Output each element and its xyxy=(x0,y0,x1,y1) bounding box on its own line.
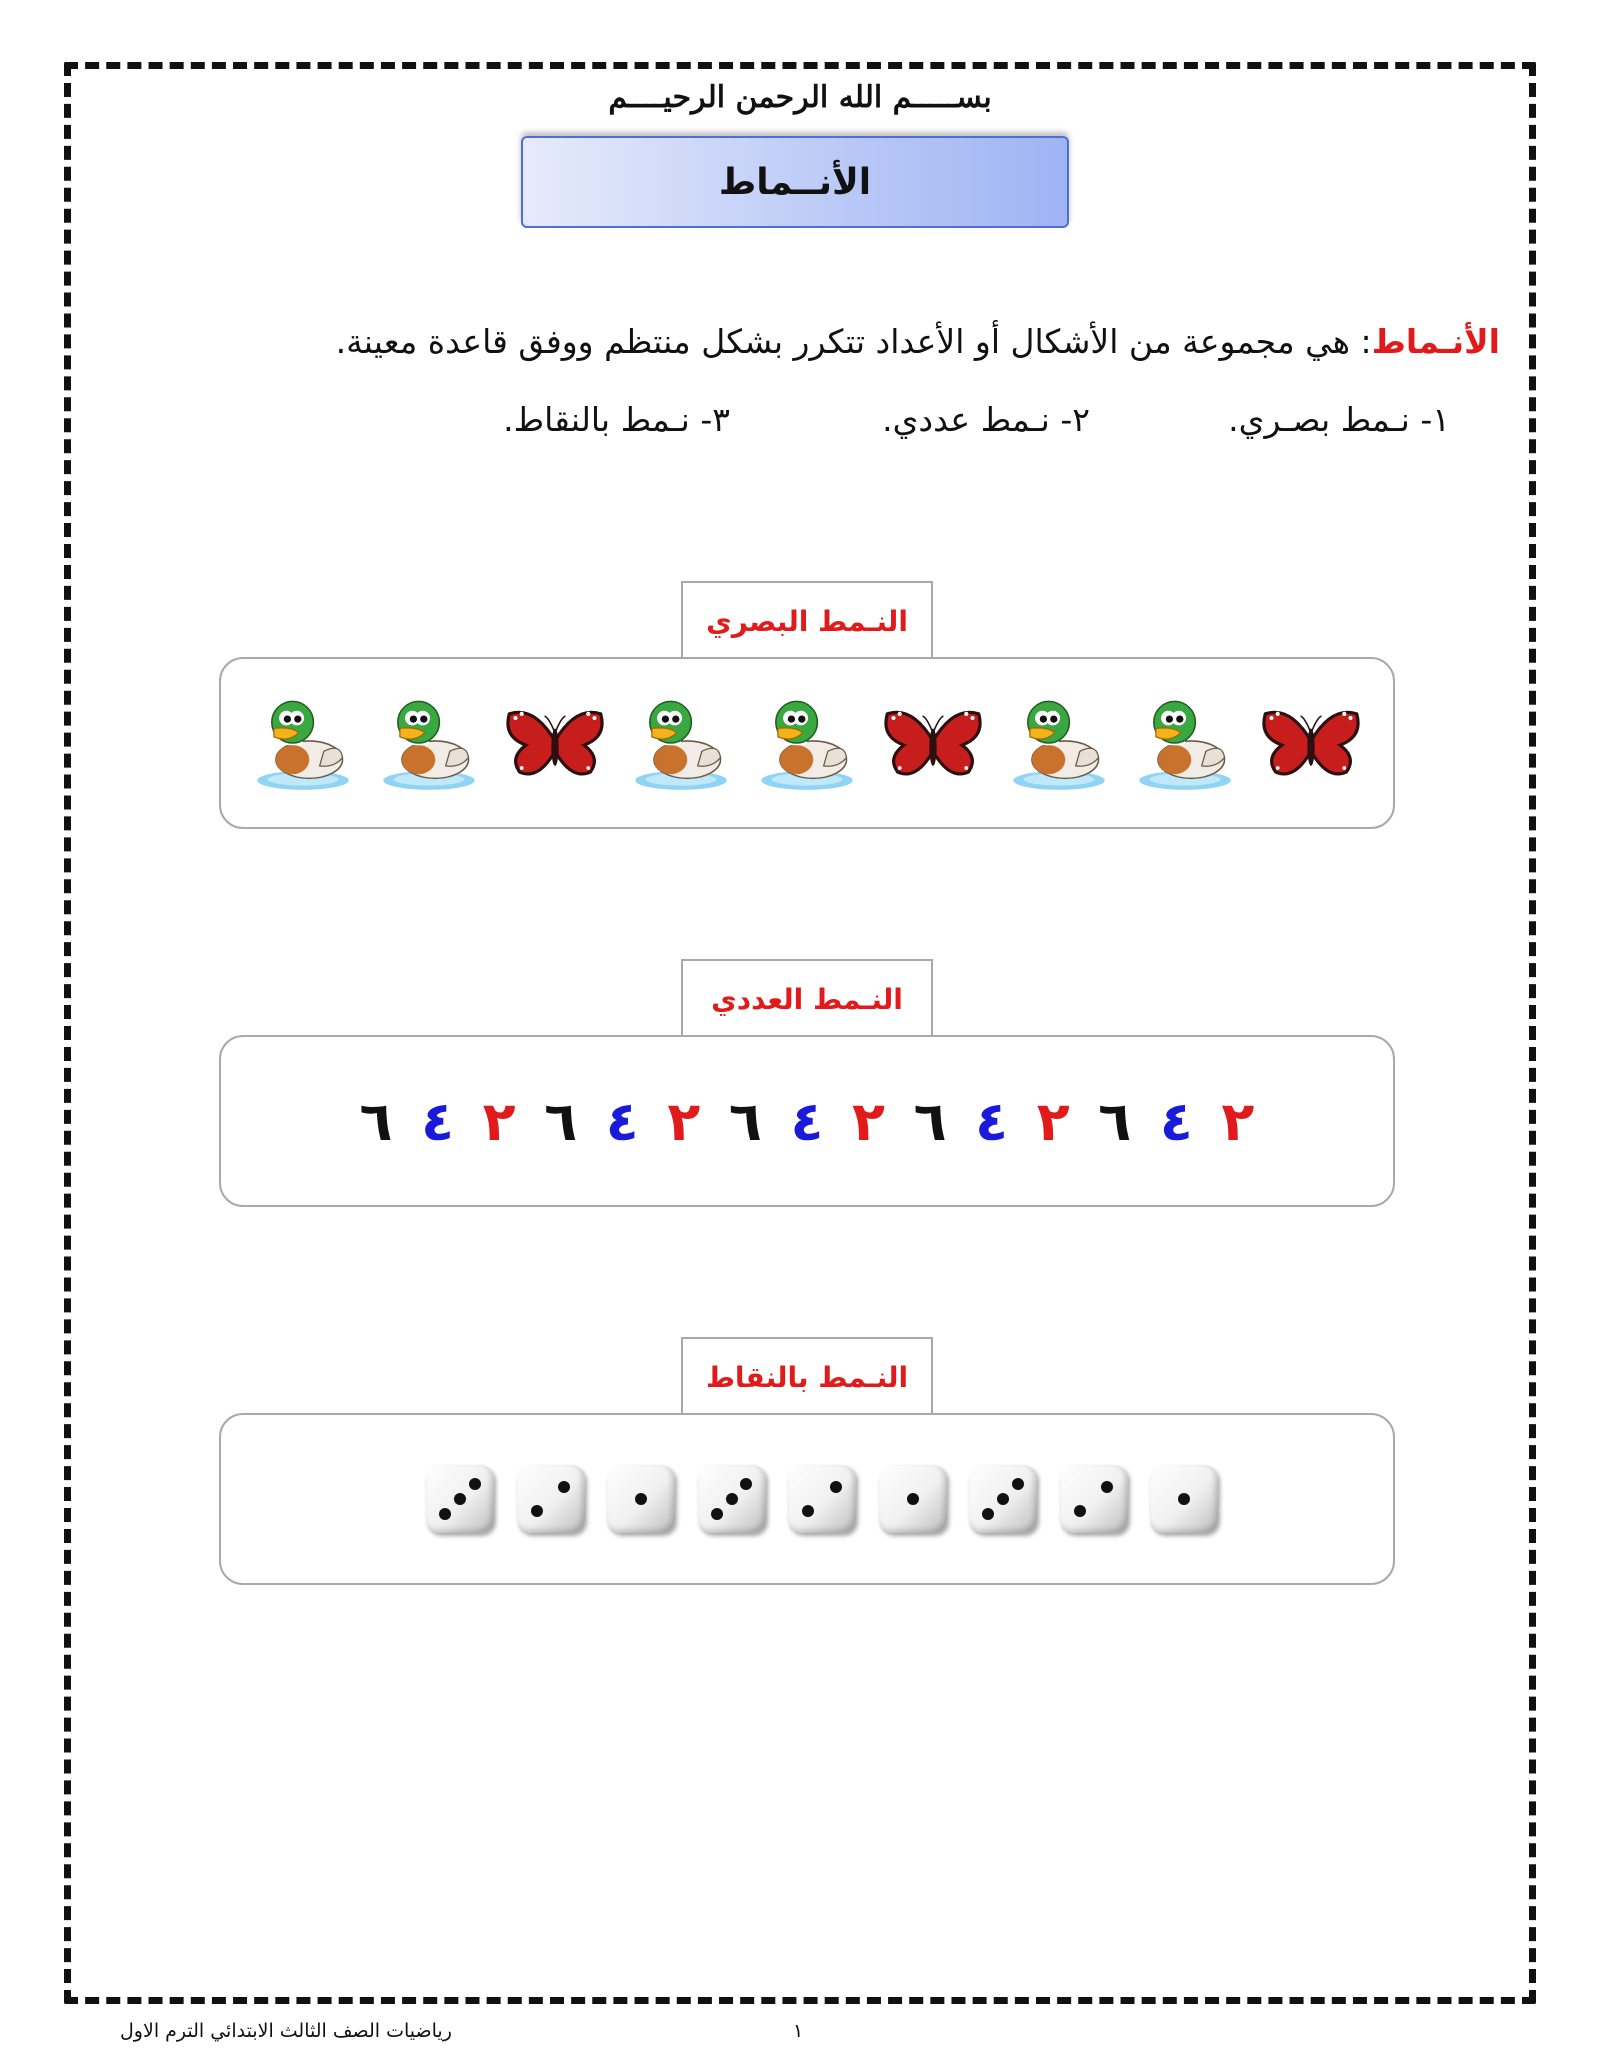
die-pip xyxy=(802,1505,814,1517)
die-pip xyxy=(1012,1478,1024,1490)
visual-pattern-row xyxy=(251,659,1363,827)
die-pip xyxy=(726,1493,738,1505)
pattern-number: ٢ xyxy=(1221,1089,1255,1153)
duck-icon xyxy=(629,691,733,795)
die-face xyxy=(969,1465,1037,1533)
page-title: الأنــماط xyxy=(718,161,872,203)
duck-icon xyxy=(1007,691,1111,795)
duck-icon xyxy=(251,691,355,795)
die-pip xyxy=(907,1493,919,1505)
pattern-number: ٦ xyxy=(1098,1089,1132,1153)
die-face xyxy=(426,1465,494,1533)
pattern-number: ٢ xyxy=(667,1089,701,1153)
pattern-types-list xyxy=(200,400,1460,450)
pattern-number: ٢ xyxy=(852,1089,885,1153)
title-banner xyxy=(521,136,1069,228)
footer-page-number: ١ xyxy=(793,2020,804,2042)
visual-pattern-box xyxy=(219,657,1395,829)
pattern-number: ٦ xyxy=(728,1089,762,1153)
pattern-number: ٦ xyxy=(913,1089,947,1153)
die-face xyxy=(607,1465,675,1533)
duck-icon xyxy=(377,691,481,795)
die-pip xyxy=(1074,1505,1086,1517)
pattern-number: ٦ xyxy=(359,1089,393,1153)
definition-paragraph xyxy=(200,318,1500,366)
die-pip xyxy=(1178,1493,1190,1505)
pattern-number: ٤ xyxy=(605,1089,639,1153)
butterfly-icon xyxy=(503,691,607,795)
definition-text: : هي مجموعة من الأشكال أو الأعداد تتكرر بشكل منتظم ووفق قاعدة معينة. xyxy=(335,322,1372,361)
pattern-number: ٢ xyxy=(482,1089,516,1153)
numeric-pattern-row xyxy=(351,1037,1263,1205)
die-pip xyxy=(740,1478,752,1490)
pattern-type-item: ٢- نـمط عددي. xyxy=(882,400,1090,439)
die-face xyxy=(879,1465,947,1533)
die-pip xyxy=(1101,1481,1113,1493)
duck-icon xyxy=(755,691,859,795)
die-face xyxy=(788,1465,856,1533)
die-pip xyxy=(531,1505,543,1517)
pattern-type-item: ١- نـمط بصـري. xyxy=(1228,400,1450,439)
pattern-number: ٤ xyxy=(975,1089,1009,1153)
butterfly-icon xyxy=(881,691,985,795)
footer-subject: رياضيات الصف الثالث الابتدائي الترم الاول xyxy=(120,2020,452,2042)
die-pip xyxy=(830,1481,842,1493)
die-face xyxy=(1060,1465,1128,1533)
die-pip xyxy=(997,1493,1009,1505)
die-pip xyxy=(454,1493,466,1505)
pattern-number: ٦ xyxy=(544,1089,578,1153)
pattern-number: ٤ xyxy=(790,1089,824,1153)
basmala: بســـــم الله الرحمن الرحيــــم xyxy=(608,80,992,115)
die-pip xyxy=(439,1508,451,1520)
die-face xyxy=(698,1465,766,1533)
dice-pattern-row xyxy=(426,1415,1218,1583)
pattern-number: ٤ xyxy=(1159,1089,1193,1153)
die-pip xyxy=(982,1508,994,1520)
definition-term: الأنـماط xyxy=(1371,322,1500,361)
dots-pattern-box xyxy=(219,1413,1395,1585)
die-pip xyxy=(469,1478,481,1490)
duck-icon xyxy=(1133,691,1237,795)
die-pip xyxy=(635,1493,647,1505)
pattern-number: ٤ xyxy=(421,1089,455,1153)
numeric-pattern-label: النـمط العددي xyxy=(681,959,933,1037)
die-pip xyxy=(711,1508,723,1520)
visual-pattern-label: النـمط البصري xyxy=(681,581,933,659)
pattern-type-item: ٣- نـمط بالنقاط. xyxy=(503,400,730,439)
die-face xyxy=(517,1465,585,1533)
dots-pattern-label: النـمط بالنقاط xyxy=(681,1337,933,1415)
die-pip xyxy=(558,1481,570,1493)
pattern-number: ٢ xyxy=(1036,1089,1070,1153)
die-face xyxy=(1150,1465,1218,1533)
numeric-pattern-box xyxy=(219,1035,1395,1207)
butterfly-icon xyxy=(1259,691,1363,795)
